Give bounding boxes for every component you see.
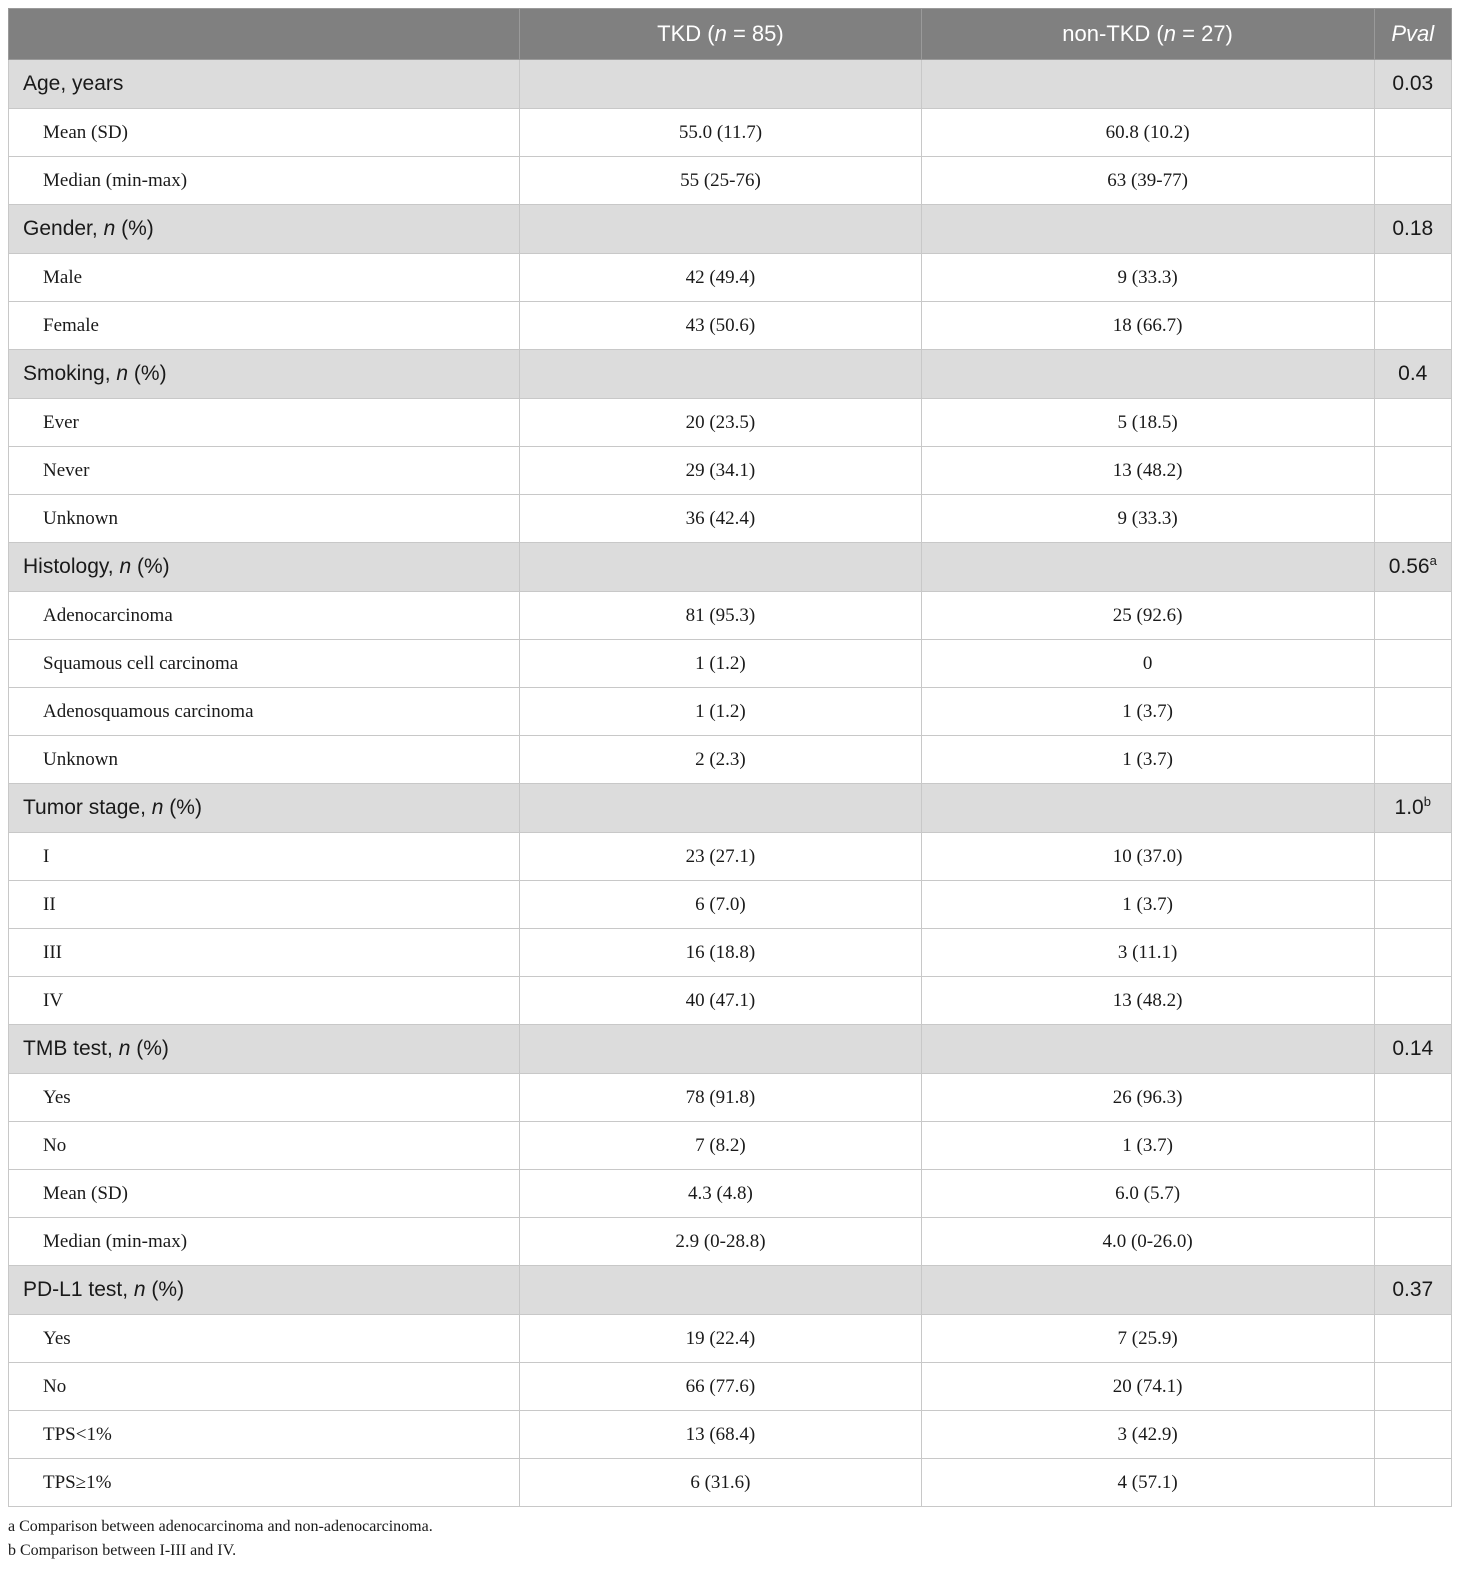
row-pval-empty <box>1374 640 1452 688</box>
row-tkd-value: 42 (49.4) <box>520 254 922 302</box>
row-tkd-value: 66 (77.6) <box>520 1363 922 1411</box>
row-tkd-value: 2 (2.3) <box>520 736 922 784</box>
section-tkd-empty <box>520 784 922 833</box>
row-pval-empty <box>1374 447 1452 495</box>
row-tkd-value: 2.9 (0-28.8) <box>520 1218 922 1266</box>
row-non-tkd-value: 1 (3.7) <box>921 688 1374 736</box>
table-row <box>9 1411 1452 1459</box>
row-tkd-value: 23 (27.1) <box>520 833 922 881</box>
row-pval-empty <box>1374 1074 1452 1122</box>
row-non-tkd-value: 26 (96.3) <box>921 1074 1374 1122</box>
row-pval-empty <box>1374 1122 1452 1170</box>
row-label: Male <box>9 254 520 302</box>
row-non-tkd-value: 6.0 (5.7) <box>921 1170 1374 1218</box>
row-tkd-value: 43 (50.6) <box>520 302 922 350</box>
row-label: Unknown <box>9 495 520 543</box>
row-non-tkd-value: 63 (39-77) <box>921 157 1374 205</box>
table-row <box>9 736 1452 784</box>
section-row <box>9 784 1452 833</box>
row-non-tkd-value: 13 (48.2) <box>921 447 1374 495</box>
row-tkd-value: 55 (25-76) <box>520 157 922 205</box>
section-pval: 0.18 <box>1374 205 1452 254</box>
table-row <box>9 1074 1452 1122</box>
row-label: Never <box>9 447 520 495</box>
header-tkd: TKD (n = 85) <box>520 9 922 60</box>
section-non-tkd-empty <box>921 60 1374 109</box>
table-row <box>9 1459 1452 1507</box>
table-row <box>9 640 1452 688</box>
row-non-tkd-value: 20 (74.1) <box>921 1363 1374 1411</box>
table-row <box>9 1122 1452 1170</box>
table-row <box>9 929 1452 977</box>
row-tkd-value: 81 (95.3) <box>520 592 922 640</box>
section-label: PD-L1 test, n (%) <box>9 1266 520 1315</box>
row-pval-empty <box>1374 399 1452 447</box>
row-pval-empty <box>1374 302 1452 350</box>
row-label: Squamous cell carcinoma <box>9 640 520 688</box>
row-pval-empty <box>1374 833 1452 881</box>
section-row <box>9 350 1452 399</box>
row-label: Yes <box>9 1074 520 1122</box>
section-label: TMB test, n (%) <box>9 1025 520 1074</box>
row-tkd-value: 29 (34.1) <box>520 447 922 495</box>
row-label: No <box>9 1122 520 1170</box>
row-non-tkd-value: 13 (48.2) <box>921 977 1374 1025</box>
row-pval-empty <box>1374 1459 1452 1507</box>
table-row <box>9 399 1452 447</box>
row-label: Female <box>9 302 520 350</box>
row-non-tkd-value: 1 (3.7) <box>921 881 1374 929</box>
table-row <box>9 833 1452 881</box>
row-pval-empty <box>1374 688 1452 736</box>
row-tkd-value: 6 (7.0) <box>520 881 922 929</box>
row-tkd-value: 1 (1.2) <box>520 640 922 688</box>
row-label: Ever <box>9 399 520 447</box>
section-tkd-empty <box>520 350 922 399</box>
row-tkd-value: 19 (22.4) <box>520 1315 922 1363</box>
row-label: Median (min-max) <box>9 157 520 205</box>
row-non-tkd-value: 0 <box>921 640 1374 688</box>
row-non-tkd-value: 4 (57.1) <box>921 1459 1374 1507</box>
row-pval-empty <box>1374 254 1452 302</box>
row-non-tkd-value: 18 (66.7) <box>921 302 1374 350</box>
row-non-tkd-value: 3 (11.1) <box>921 929 1374 977</box>
row-label: IV <box>9 977 520 1025</box>
header-empty-cell <box>9 9 520 60</box>
row-tkd-value: 36 (42.4) <box>520 495 922 543</box>
row-non-tkd-value: 3 (42.9) <box>921 1411 1374 1459</box>
table-row <box>9 254 1452 302</box>
section-pval: 0.03 <box>1374 60 1452 109</box>
row-pval-empty <box>1374 495 1452 543</box>
row-label: Yes <box>9 1315 520 1363</box>
table-row <box>9 881 1452 929</box>
row-label: I <box>9 833 520 881</box>
footnote-b: b Comparison between I-III and IV. <box>8 1542 237 1559</box>
row-non-tkd-value: 1 (3.7) <box>921 1122 1374 1170</box>
section-row <box>9 1266 1452 1315</box>
footnote-a: a Comparison between adenocarcinoma and non-adenocarcinoma. <box>8 1518 433 1535</box>
row-label: No <box>9 1363 520 1411</box>
row-label: Unknown <box>9 736 520 784</box>
row-pval-empty <box>1374 736 1452 784</box>
section-non-tkd-empty <box>921 1025 1374 1074</box>
row-non-tkd-value: 4.0 (0-26.0) <box>921 1218 1374 1266</box>
row-pval-empty <box>1374 881 1452 929</box>
footnotes <box>8 1515 433 1563</box>
section-non-tkd-empty <box>921 543 1374 592</box>
row-tkd-value: 40 (47.1) <box>520 977 922 1025</box>
characteristics-table <box>8 8 1452 1507</box>
row-pval-empty <box>1374 592 1452 640</box>
section-pval: 0.37 <box>1374 1266 1452 1315</box>
row-tkd-value: 7 (8.2) <box>520 1122 922 1170</box>
table-row <box>9 1315 1452 1363</box>
section-tkd-empty <box>520 205 922 254</box>
table-row <box>9 592 1452 640</box>
section-label: Histology, n (%) <box>9 543 520 592</box>
row-tkd-value: 55.0 (11.7) <box>520 109 922 157</box>
row-pval-empty <box>1374 157 1452 205</box>
row-pval-empty <box>1374 1170 1452 1218</box>
section-row <box>9 60 1452 109</box>
section-pval: 0.56$^a$ <box>1374 543 1452 592</box>
row-label: Mean (SD) <box>9 109 520 157</box>
section-non-tkd-empty <box>921 350 1374 399</box>
row-label: Median (min-max) <box>9 1218 520 1266</box>
row-non-tkd-value: 9 (33.3) <box>921 254 1374 302</box>
section-tkd-empty <box>520 1025 922 1074</box>
table-row <box>9 1218 1452 1266</box>
table-row <box>9 157 1452 205</box>
row-pval-empty <box>1374 1218 1452 1266</box>
row-pval-empty <box>1374 977 1452 1025</box>
row-non-tkd-value: 7 (25.9) <box>921 1315 1374 1363</box>
row-tkd-value: 13 (68.4) <box>520 1411 922 1459</box>
table-row <box>9 688 1452 736</box>
table-row <box>9 1363 1452 1411</box>
section-label: Age, years <box>9 60 520 109</box>
section-label: Smoking, n (%) <box>9 350 520 399</box>
table-row <box>9 109 1452 157</box>
row-non-tkd-value: 60.8 (10.2) <box>921 109 1374 157</box>
section-tkd-empty <box>520 60 922 109</box>
row-non-tkd-value: 5 (18.5) <box>921 399 1374 447</box>
table-row <box>9 302 1452 350</box>
row-label: II <box>9 881 520 929</box>
section-row <box>9 205 1452 254</box>
row-non-tkd-value: 10 (37.0) <box>921 833 1374 881</box>
row-tkd-value: 16 (18.8) <box>520 929 922 977</box>
section-row <box>9 1025 1452 1074</box>
section-row <box>9 543 1452 592</box>
row-tkd-value: 20 (23.5) <box>520 399 922 447</box>
row-pval-empty <box>1374 109 1452 157</box>
row-label: TPS<1% <box>9 1411 520 1459</box>
section-non-tkd-empty <box>921 784 1374 833</box>
row-pval-empty <box>1374 1315 1452 1363</box>
section-pval: 1.0$^b$ <box>1374 784 1452 833</box>
section-non-tkd-empty <box>921 205 1374 254</box>
row-non-tkd-value: 9 (33.3) <box>921 495 1374 543</box>
section-label: Tumor stage, n (%) <box>9 784 520 833</box>
table-row <box>9 977 1452 1025</box>
header-pval: Pval <box>1374 9 1452 60</box>
table-row <box>9 495 1452 543</box>
row-tkd-value: 1 (1.2) <box>520 688 922 736</box>
row-tkd-value: 78 (91.8) <box>520 1074 922 1122</box>
row-pval-empty <box>1374 1411 1452 1459</box>
row-pval-empty <box>1374 929 1452 977</box>
row-tkd-value: 4.3 (4.8) <box>520 1170 922 1218</box>
row-label: Mean (SD) <box>9 1170 520 1218</box>
row-pval-empty <box>1374 1363 1452 1411</box>
table-header-row <box>9 9 1452 60</box>
row-tkd-value: 6 (31.6) <box>520 1459 922 1507</box>
section-label: Gender, n (%) <box>9 205 520 254</box>
row-non-tkd-value: 1 (3.7) <box>921 736 1374 784</box>
row-non-tkd-value: 25 (92.6) <box>921 592 1374 640</box>
section-tkd-empty <box>520 1266 922 1315</box>
row-label: III <box>9 929 520 977</box>
row-label: TPS≥1% <box>9 1459 520 1507</box>
row-label: Adenosquamous carcinoma <box>9 688 520 736</box>
table-row <box>9 1170 1452 1218</box>
section-pval: 0.14 <box>1374 1025 1452 1074</box>
header-non-tkd: non-TKD (n = 27) <box>921 9 1374 60</box>
table-row <box>9 447 1452 495</box>
row-label: Adenocarcinoma <box>9 592 520 640</box>
section-tkd-empty <box>520 543 922 592</box>
section-non-tkd-empty <box>921 1266 1374 1315</box>
section-pval: 0.4 <box>1374 350 1452 399</box>
